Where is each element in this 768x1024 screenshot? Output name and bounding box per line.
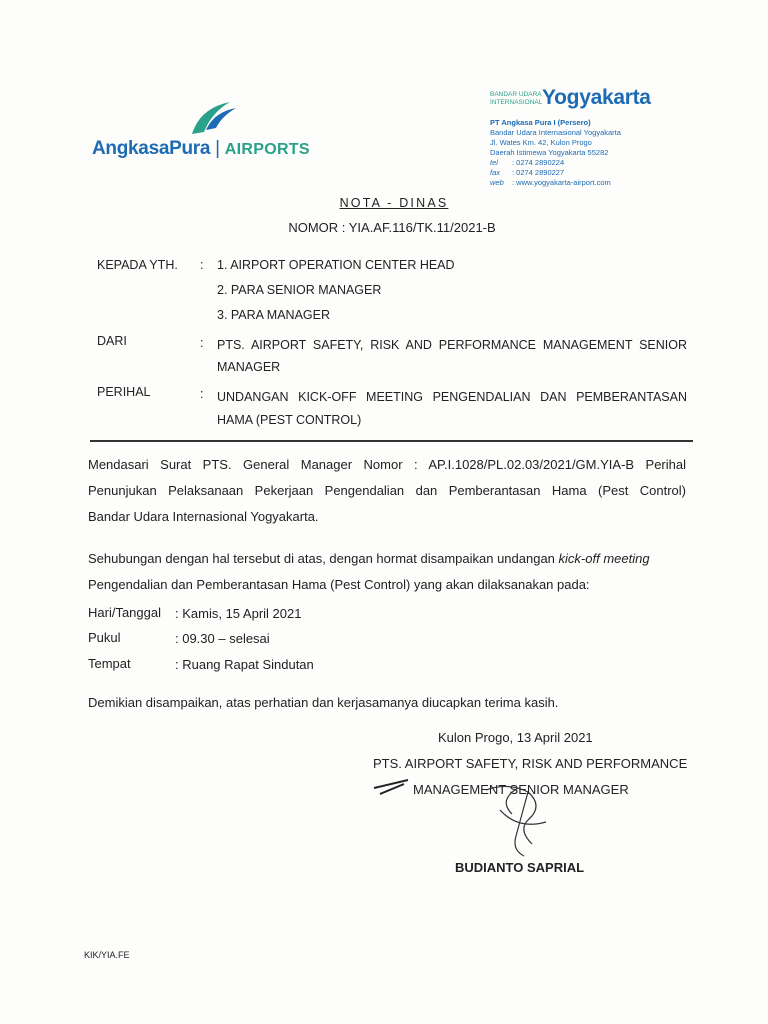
sender-line: MANAGER: [217, 360, 281, 374]
paragraph-line: Pengendalian dan Pemberantasan Hama (Pest Control) yang akan dilaksanakan pada:: [88, 577, 590, 592]
dari-label: DARI: [97, 334, 127, 348]
kepada-label: KEPADA YTH.: [97, 258, 178, 272]
airport-type: BANDAR UDARA INTERNASIONAL: [490, 91, 543, 106]
recipient-item: 3. PARA MANAGER: [217, 308, 330, 322]
sender-line: PTS. AIRPORT SAFETY, RISK AND PERFORMANCE MANAGEMENT SENIOR: [217, 338, 687, 352]
address-line: Bandar Udara Internasional Yogyakarta: [490, 128, 621, 137]
address-line: Jl. Wates Km. 42, Kulon Progo: [490, 138, 592, 147]
detail-label: Pukul: [88, 630, 121, 645]
brand-sub: AIRPORTS: [224, 141, 310, 158]
recipient-item: 2. PARA SENIOR MANAGER: [217, 283, 382, 297]
signatory-name: BUDIANTO SAPRIAL: [455, 860, 585, 875]
paragraph-line: Mendasari Surat PTS. General Manager Nomor : AP.I.1028/PL.02.03/2021/GM.YIA-B Perihal: [88, 457, 686, 472]
tel-line: tel : 0274 2890224: [490, 158, 565, 167]
italic-term: kick-off meeting: [558, 551, 650, 566]
handwritten-signature: [368, 770, 568, 860]
paragraph-line: Penunjukan Pelaksanaan Pekerjaan Pengendalian dan Pemberantasan Hama (Pest Control): [88, 483, 686, 498]
colon: :: [200, 387, 204, 401]
brand-separator: |: [215, 138, 220, 159]
paragraph-line: Sehubungan dengan hal tersebut di atas, dengan hormat disampaikan undangan kick-off meeting: [88, 551, 650, 566]
document-title: NOTA - DINAS: [339, 196, 449, 210]
fax-line: fax : 0274 2890227: [490, 168, 565, 177]
detail-value: : 09.30 – selesai: [175, 631, 270, 646]
signatory-position: PTS. AIRPORT SAFETY, RISK AND PERFORMANCE: [373, 756, 688, 771]
detail-label: Hari/Tanggal: [88, 605, 161, 620]
perihal-label: PERIHAL: [97, 385, 151, 399]
brand-main: AngkasaPura: [92, 138, 211, 159]
document-number: NOMOR : YIA.AF.116/TK.11/2021-B: [288, 220, 496, 235]
detail-label: Tempat: [88, 656, 131, 671]
subject-line: UNDANGAN KICK-OFF MEETING PENGENDALIAN DAN PEMBERANTASAN: [217, 390, 687, 404]
recipient-item: 1. AIRPORT OPERATION CENTER HEAD: [217, 258, 455, 272]
city-name: Yogyakarta: [542, 86, 651, 109]
place-date: Kulon Progo, 13 April 2021: [438, 730, 593, 745]
detail-value: : Ruang Rapat Sindutan: [175, 657, 314, 672]
footer-code: KIK/YIA.FE: [84, 950, 130, 960]
web-line: web : www.yogyakarta-airport.com: [490, 178, 611, 187]
colon: :: [200, 258, 204, 272]
angkasa-pura-logo: [92, 98, 322, 168]
colon: :: [200, 336, 204, 350]
closing-line: Demikian disampaikan, atas perhatian dan kerjasamanya diucapkan terima kasih.: [88, 695, 559, 710]
signatory-position: MANAGEMENT SENIOR MANAGER: [413, 782, 629, 797]
paragraph-line: Bandar Udara Internasional Yogyakarta.: [88, 509, 319, 524]
company-name: PT Angkasa Pura I (Persero): [490, 118, 591, 127]
contact-lines: [490, 118, 730, 188]
brand-wordmark: [92, 138, 310, 160]
address-line: Daerah Istimewa Yogyakarta 55282: [490, 148, 609, 157]
header-divider: [90, 440, 693, 442]
detail-value: : Kamis, 15 April 2021: [175, 606, 302, 621]
letterhead-contact: [490, 86, 730, 188]
subject-line: HAMA (PEST CONTROL): [217, 413, 362, 427]
airports-swoosh-icon: [190, 98, 238, 136]
